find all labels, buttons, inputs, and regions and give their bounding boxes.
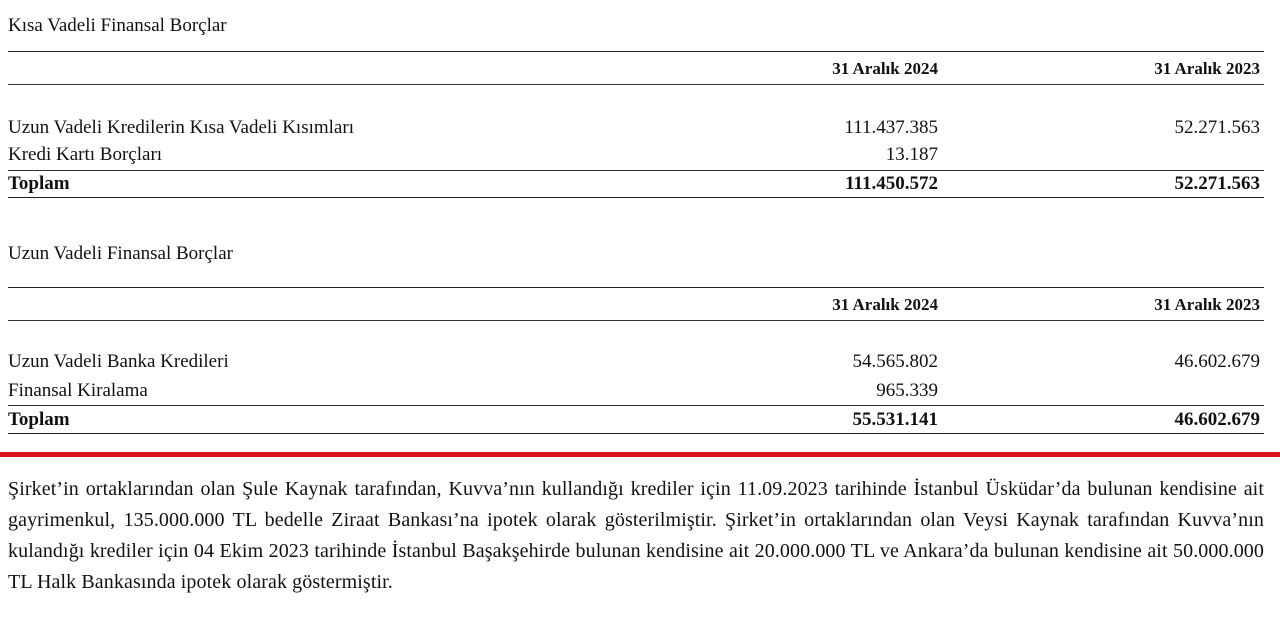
row-label: Uzun Vadeli Kredilerin Kısa Vadeli Kısımları <box>8 117 354 138</box>
column-header-2023: 31 Aralık 2023 <box>1154 59 1260 78</box>
value-2023: 46.602.679 <box>1174 351 1260 372</box>
short-term-title: Kısa Vadeli Finansal Borçlar <box>8 15 227 36</box>
mortgage-note-paragraph: Şirket’in ortaklarından olan Şule Kaynak tarafından, Kuvva’nın kullandığı krediler için 11.09.2023 tarihinde İstanbul Üsküdar’da bulunan kendisine ait gayrimenkul, 135.000.000 TL bedelle Ziraat Bankası’na ipotek olarak gösterilmiştir. Şirket’in ortaklarından olan Veysi Kaynak tarafından Kuvva’nın kulandığı krediler için 04 Ekim 2023 tarihinde İstanbul Başakşehirde bulunan kendisine ait 20.000.000 TL ve Ankara’da bulunan kendisine ait 50.000.000 TL Halk Bankasında ipotek olarak göstermiştir. <box>8 478 1264 593</box>
red-separator <box>0 452 1280 457</box>
total-label: Toplam <box>8 409 70 430</box>
total-bottom-rule <box>8 433 1264 434</box>
column-header-2024: 31 Aralık 2024 <box>832 295 938 314</box>
total-bottom-rule <box>8 197 1264 198</box>
table-header-rule <box>8 84 1264 85</box>
row-label: Kredi Kartı Borçları <box>8 144 163 165</box>
column-header-2023: 31 Aralık 2023 <box>1154 295 1260 314</box>
total-top-rule <box>8 405 1264 406</box>
table-top-rule <box>8 287 1264 288</box>
value-2023: 52.271.563 <box>1174 117 1260 138</box>
table-header-rule <box>8 320 1264 321</box>
total-2023: 46.602.679 <box>1174 409 1260 430</box>
total-2024: 111.450.572 <box>845 173 938 194</box>
total-label: Toplam <box>8 173 70 194</box>
total-2023: 52.271.563 <box>1174 173 1260 194</box>
total-top-rule <box>8 170 1264 171</box>
value-2024: 13.187 <box>885 144 938 165</box>
total-row <box>8 172 1260 196</box>
row-label: Uzun Vadeli Banka Kredileri <box>8 351 229 372</box>
table-row <box>8 379 1260 403</box>
table-row <box>8 143 1260 167</box>
total-row <box>8 408 1260 432</box>
table-header-row <box>8 57 1260 81</box>
table-top-rule <box>8 51 1264 52</box>
table-header-row <box>8 293 1260 317</box>
value-2024: 111.437.385 <box>844 117 938 138</box>
value-2024: 965.339 <box>876 380 938 401</box>
total-2024: 55.531.141 <box>852 409 938 430</box>
column-header-2024: 31 Aralık 2024 <box>832 59 938 78</box>
table-row <box>8 116 1260 140</box>
value-2024: 54.565.802 <box>852 351 938 372</box>
row-label: Finansal Kiralama <box>8 380 148 401</box>
table-row <box>8 350 1260 374</box>
long-term-title: Uzun Vadeli Finansal Borçlar <box>8 243 233 264</box>
